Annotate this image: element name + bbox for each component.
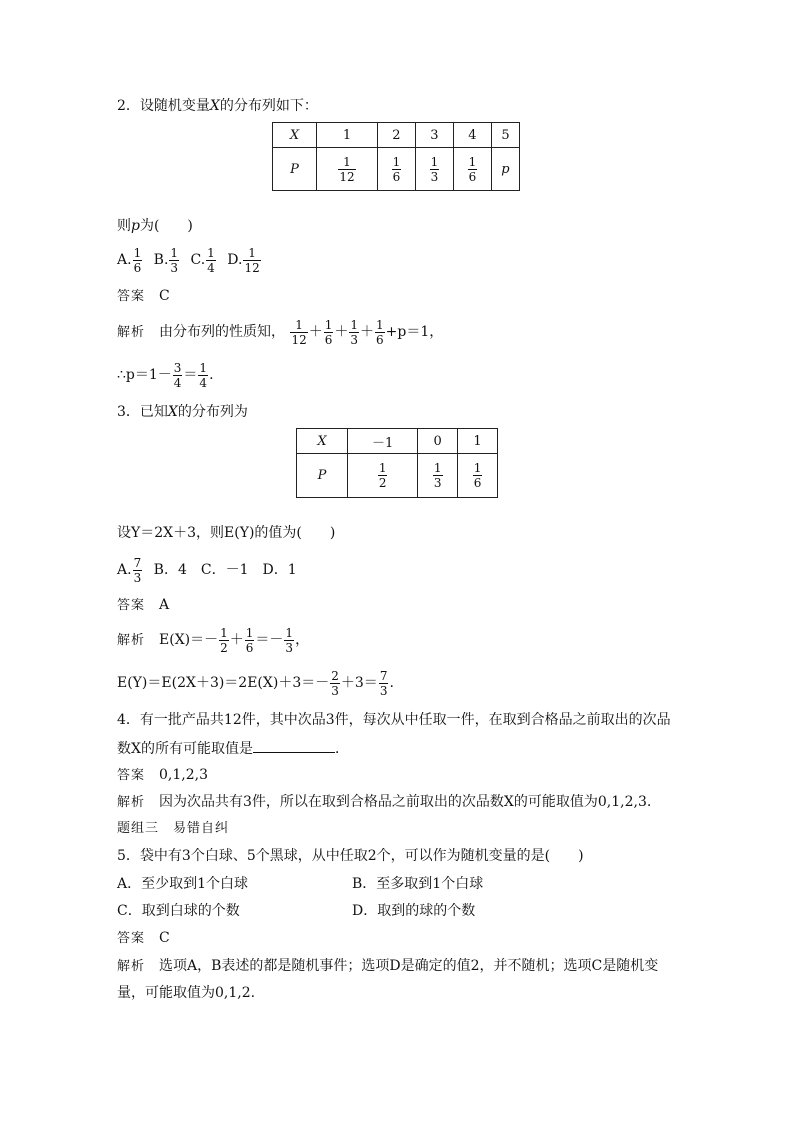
- answer-value: C: [159, 930, 170, 946]
- q3-stem: 设Y＝2X＋3，则E(Y)的值为( ): [117, 525, 336, 541]
- q2-x-cell: 1: [317, 123, 378, 148]
- q3-row1-head: X: [297, 429, 348, 454]
- answer-value: C: [159, 288, 170, 304]
- q4-line2: 数X的所有可能取值是 ．: [117, 738, 349, 758]
- q3-p-cell: $\frac{1}{6}$: [458, 454, 498, 498]
- q2-p-cell: $\frac{1}{12}$: [317, 148, 378, 191]
- q2-option-c: C. $\frac{1}{4}$: [190, 245, 215, 275]
- q2-analysis: 解析 由分布列的性质知， $\frac{1}{12}$ ＋ $\frac{1}{6}$ ＋ $\frac{1}{3}$ ＋ $\frac{1}{6}$ +p＝1，: [117, 317, 444, 347]
- q5-option-a: A．至少取到1个白球: [117, 876, 249, 892]
- q3-p-cell: $\frac{1}{2}$: [348, 454, 418, 498]
- q3-answer: [117, 596, 169, 615]
- q4-line1: 4．有一批产品共12件，其中次品3件，每次从中任取一件，在取到合格品之前取出的次品: [117, 712, 671, 728]
- q2-p-cell: $\frac{1}{6}$: [453, 148, 491, 191]
- q3-options: A. $\frac{7}{3}$ B．4 C．－1 D．1: [117, 555, 297, 585]
- q2-title: 2．设随机变量X的分布列如下：: [117, 98, 318, 114]
- q4-answer: [117, 766, 208, 785]
- answer-value: 0,1,2,3: [159, 767, 208, 783]
- group-heading: 题组三 易错自纠: [117, 821, 230, 836]
- q5-answer: [117, 929, 170, 948]
- q2-x-cell: 2: [377, 123, 415, 148]
- q2-p-cell: p: [491, 148, 519, 191]
- q5-option-b: B．至多取到1个白球: [352, 876, 484, 892]
- q3-title: 3．已知X的分布列为: [117, 404, 248, 420]
- q2-answer: [117, 287, 170, 306]
- q3-x-cell: 1: [458, 429, 498, 454]
- q2-x-cell: 3: [415, 123, 453, 148]
- analysis-label: 解析: [117, 959, 146, 974]
- q3-analysis: 解析 E(X)＝－ $\frac{1}{2}$ ＋ $\frac{1}{6}$ ＝－ $\frac{1}{3}$ ，: [117, 625, 310, 655]
- q3-x-cell: －1: [348, 429, 418, 454]
- q2-row1-head: X: [273, 123, 317, 148]
- q3-x-cell: 0: [418, 429, 458, 454]
- q2-option-d: D. $\frac{1}{12}$: [227, 245, 260, 275]
- q4-analysis: 解析 因为次品共有3件，所以在取到合格品之前取出的次品数X的可能取值为0,1,2,3.: [117, 794, 652, 810]
- q3-p-cell: $\frac{1}{3}$: [418, 454, 458, 498]
- q2-options: [117, 244, 262, 276]
- q5-option-d: D．取到的球的个数: [352, 903, 476, 919]
- q3-distribution-table: [296, 428, 498, 498]
- q5-option-c: C．取到白球的个数: [117, 903, 240, 919]
- analysis-label: 解析: [117, 795, 146, 810]
- answer-label: 答案: [117, 598, 146, 613]
- q5-analysis-line2: 量，可能取值为0,1,2.: [117, 985, 256, 1001]
- q2-row2-head: P: [273, 148, 317, 191]
- answer-label: 答案: [117, 289, 146, 304]
- answer-value: A: [159, 597, 170, 613]
- q3-analysis-line2: E(Y)＝E(2X＋3)＝2E(X)＋3＝－ $\frac{2}{3}$ ＋3＝ $\frac{7}{3}$ .: [117, 668, 394, 698]
- q2-analysis-line2: ∴p＝1－ $\frac{3}{4}$ ＝ $\frac{1}{4}$ .: [117, 360, 214, 390]
- q3-row2-head: P: [297, 454, 348, 498]
- q4-answer-blank: [253, 738, 335, 753]
- q2-p-cell: $\frac{1}{6}$: [377, 148, 415, 191]
- q2-x-cell: 5: [491, 123, 519, 148]
- analysis-label: 解析: [117, 633, 146, 648]
- q5-analysis: 解析 选项A，B表述的都是随机事件；选项D是确定的值2，并不随机；选项C是随机变: [117, 958, 659, 974]
- answer-label: 答案: [117, 768, 146, 783]
- q2-x-cell: 4: [453, 123, 491, 148]
- q2-title-var: X: [209, 98, 220, 114]
- q2-p-cell: $\frac{1}{3}$: [415, 148, 453, 191]
- q2-distribution-table: [272, 122, 520, 191]
- analysis-label: 解析: [117, 325, 146, 340]
- q2-stem: 则p为( ): [117, 218, 193, 234]
- q2-option-b: B. $\frac{1}{3}$: [153, 245, 179, 275]
- answer-label: 答案: [117, 931, 146, 946]
- q5-title: 5．袋中有3个白球、5个黑球，从中任取2个，可以作为随机变量的是( ): [117, 848, 584, 864]
- q2-option-a: A. $\frac{1}{6}$: [117, 245, 142, 275]
